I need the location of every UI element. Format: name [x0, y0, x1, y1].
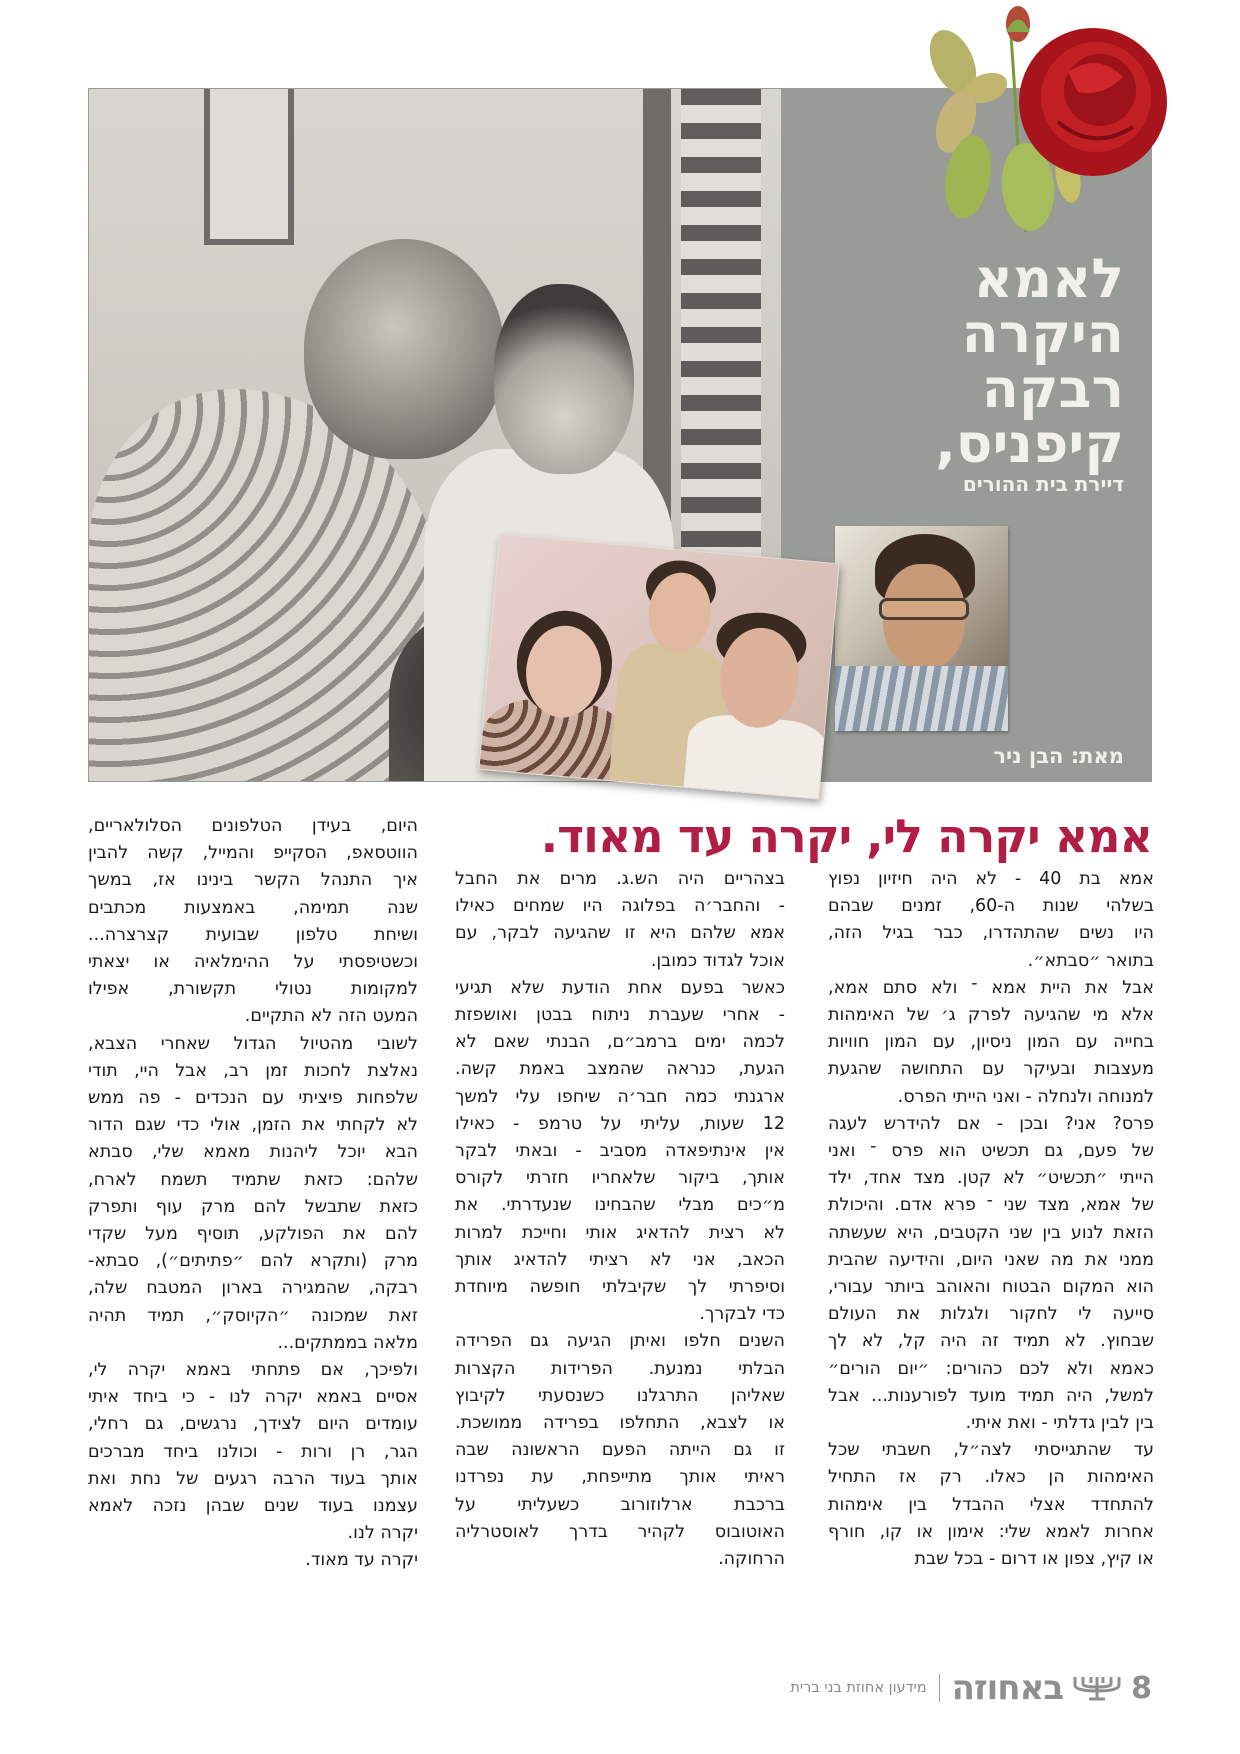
article-line: בחייה עם המון ניסיון, עם המון חוויות: [828, 1032, 1154, 1053]
article-line: היום, בעידן הטלפונים הסלולאריים,: [88, 816, 418, 836]
portrait-shirt: [835, 666, 1008, 731]
article-line: לכמה ימים ברמב״ם, הבנתי שאם לא: [455, 1032, 785, 1053]
panel-title: [784, 247, 1124, 475]
panel-title-line: היקרה: [961, 302, 1124, 365]
article-line: האוטובוס לקהיר בדרך לאוסטרליה: [455, 1521, 785, 1542]
article-line: למשל, היה תמיד מועד לפורענות... אבל: [828, 1385, 1154, 1406]
article-line: ארגנתי כמה חבר׳ה שיחפו עלי למשך: [455, 1086, 785, 1107]
article-line: שבחוץ. לא תמיד זה היה קל, לא לך: [828, 1331, 1154, 1352]
article-line: שאליהן התרגלנו כשנסעתי לקיבוץ: [455, 1385, 785, 1406]
article-line: למנוחה ולנחלה - ואני הייתי הפרס.: [897, 1086, 1154, 1107]
article-line: לשובי מהטיול הגדול שאחרי הצבא,: [88, 1033, 418, 1054]
article-line: - והחבר׳ה בפלוגה היו שמחים כאילו: [455, 896, 785, 917]
article-line: זו גם הייתה הפעם הראשונה שבה: [455, 1440, 785, 1461]
menorah-icon: [1071, 1675, 1123, 1701]
panel-subtitle: דיירת בית ההורים: [962, 472, 1124, 496]
article-line: או קיץ, צפון או דרום - בכל שבת: [914, 1549, 1154, 1570]
article-line: או לצבא, התחלפו בפרידה ממושכת.: [455, 1413, 785, 1434]
panel-title-line: קיפניס,: [935, 412, 1124, 475]
article-line: כאשר בפעם אחת הודעת שלא תגיעי: [455, 977, 785, 998]
article-line: בצהריים היה הש.ג. מרים את החבל: [455, 869, 785, 889]
article-line: אוכל לגדוד כמובן.: [650, 950, 785, 971]
article-line: מ״כים מבלי שהבחינו שנעדרתי. את: [455, 1195, 785, 1216]
article-line: בין לבין גדלתי - ואת איתי.: [965, 1413, 1154, 1434]
photo-window: [204, 89, 294, 245]
article-line: של פעם, גם תכשיט הוא פרס ־ ואני: [828, 1141, 1154, 1162]
article-line: שלהם: כזאת שתמיד תשמח לארח,: [88, 1169, 418, 1190]
panel-title-line: לאמא: [973, 247, 1124, 310]
article-headline: אמא יקרה לי, יקרה עד מאוד.: [540, 809, 1152, 863]
article-line: הווטסאפ, הסקייפ והמייל, קשה להבין: [88, 843, 418, 864]
article-line: שנה תמימה, באמצעות מכתבים: [88, 897, 418, 918]
article-line: ברכבת ארלוזורוב כשעליתי על: [455, 1494, 785, 1515]
article-line: כאמא ולא לכם כהורים: ״יום הורים״: [828, 1358, 1154, 1379]
article-line: לא לקחתי את הזמן, אולי כדי שגם הדור: [88, 1115, 418, 1136]
article-line: 12 שעות, עליתי על טרמפ - כאילו: [455, 1113, 785, 1134]
photo-mother-head: [304, 239, 504, 459]
article-line: למקומות נטולי תקשורת, אפילו: [88, 979, 418, 1000]
portrait-glasses: [879, 598, 969, 620]
article-line: הכאב, אני לא רציתי להדאיג אותך: [455, 1249, 785, 1270]
article-line: המעט הזה לא התקיים.: [244, 1006, 418, 1027]
article-line: בתואר ״סבתא״.: [1027, 950, 1154, 971]
article-line: כדי לבקרך.: [699, 1304, 785, 1325]
article-line: היו נשים שהתהדרו, כבר בגיל הזה,: [828, 923, 1154, 944]
article-line: ולפיכך, אם פתחתי באמא יקרה לי,: [88, 1360, 418, 1381]
article-line: השנים חלפו ואיתן הגיעה גם הפרידה: [455, 1331, 785, 1352]
family-color-photo: [478, 534, 839, 800]
article-line: ושיחת טלפון שבועית קצרצרה...: [88, 924, 418, 945]
article-line: להתחדד אצלי ההבדל בין אימהות: [828, 1494, 1154, 1515]
article-line: וסיפרתי לך שקיבלתי חופשה מיוחדת: [455, 1277, 785, 1298]
article-column-2: [455, 866, 785, 1573]
article-line: אבל את היית אמא ־ ולא סתם אמא,: [828, 977, 1154, 998]
article-line: מעצבות ובעיקר עם התחושה שהגעת: [828, 1059, 1154, 1080]
article-line: זאת שמכונה ״הקיוסק״, תמיד תהיה: [88, 1305, 418, 1326]
article-line: הוא המקום הבטוח והאוהב ביותר עבורי,: [828, 1277, 1154, 1298]
article-line: אלא מי שהגיעה לפרק ג׳ של האימהות: [828, 1005, 1154, 1026]
article-line: מרק (ותקרא להם ״פתיתים״), סבתא-: [88, 1251, 418, 1272]
footer-divider: [939, 1674, 940, 1702]
article-line: אין אינתיפאדה מסביב - ובאתי לבקר: [455, 1141, 785, 1162]
author-portrait: [835, 526, 1008, 731]
article-column-3: [88, 813, 418, 1575]
page-footer: [790, 1668, 1152, 1708]
newsletter-logo: באחוזה: [951, 1668, 1064, 1708]
article-line: אחרות לאמא שלי: אימון או קו, חורף: [828, 1521, 1154, 1542]
article-line: בשלהי שנות ה-60, זמנים שבהם: [828, 896, 1154, 917]
article-line: וכשטיפסתי על ההימלאיה או יצאתי: [88, 952, 418, 973]
article-line: איך התנהל הקשר בינינו אז, במשך: [88, 870, 418, 891]
photo-boy-head: [494, 284, 634, 474]
article-line: יקרה לנו.: [347, 1523, 418, 1544]
article-line: הבלתי נמנעת. הפרידות הקצרות: [455, 1358, 785, 1379]
article-line: הגעת, כנראה שהמצב באמת קשה.: [455, 1059, 785, 1080]
article-line: הגר, רן ורות - וכולנו ביחד מברכים: [88, 1441, 418, 1462]
article-line: של אמא, מצד שני ־ פרא אדם. והיכולת: [828, 1195, 1154, 1216]
author-credit: מאת: הבן ניר: [993, 744, 1124, 768]
page-number: 8: [1131, 1670, 1152, 1706]
article-line: אסיים באמא יקרה לנו - כי ביחד איתי: [88, 1387, 418, 1408]
article-line: יקרה עד מאוד.: [305, 1550, 418, 1571]
article-line: הבא יוכל ליהנות מאמא שלי, סבתא: [88, 1142, 418, 1163]
article-line: עצמנו בעוד שנים שבהן נזכה לאמא: [88, 1496, 418, 1517]
article-line: הייתי ״תכשיט״ לא קטן. מצד אחד, ילד: [828, 1168, 1154, 1189]
article-line: - אחרי שעברת ניתוח בבטן ואושפזת: [455, 1005, 785, 1026]
article-line: לא רצית להדאיג אותי וחייכת למרות: [455, 1222, 785, 1243]
article-line: ממני את מה שאני היום, והידיעה שהבית: [828, 1249, 1154, 1270]
article-line: סייעה לי לחקור ולגלות את העולם: [828, 1304, 1154, 1325]
article-line: אמא בת 40 - לא היה חיזיון נפוץ: [828, 869, 1154, 889]
article-line: פרס? אני? ובכן - אם להידרש לעגה: [828, 1113, 1154, 1134]
article-line: עומדים היום לצידך, נרגשים, גם רחלי,: [88, 1414, 418, 1435]
article-line: מלאה בממתקים...: [277, 1332, 418, 1353]
article-line: הרחוקה.: [718, 1549, 785, 1570]
article-line: אמא שלהם היא זו שהגיעה לבקר, עם: [455, 923, 785, 944]
article-line: נאלצת לחכות זמן רב, אבל היי, תודי: [88, 1060, 418, 1081]
article-line: עד שהתגייסתי לצה״ל, חשבתי שכל: [828, 1440, 1154, 1461]
article-line: הזאת לנוע בין שני הקטבים, היא שעשתה: [828, 1222, 1154, 1243]
panel-title-line: רבקה: [981, 357, 1124, 420]
article-line: רבקה, שהמגירה בארון המטבח שלה,: [88, 1278, 418, 1299]
article-line: אותך, ביקור שלאחריו חזרתי לקורס: [455, 1168, 785, 1189]
newsletter-tagline: מידעון אחוזת בני ברית: [790, 1680, 927, 1696]
article-column-1: [828, 866, 1154, 1573]
rose-illustration-icon: [918, 2, 1168, 232]
article-line: כזאת שתבשל להם מרק עוף ותפרק: [88, 1196, 418, 1217]
article-line: אותך בעוד הרבה רגעים של נחת ואת: [88, 1468, 418, 1489]
article-line: ראיתי אותך מתייפחת, עת נפרדנו: [455, 1467, 785, 1488]
article-line: האימהות הן כאלו. רק אז התחיל: [828, 1467, 1154, 1488]
article-line: להם את הפולקע, תוסיף מעל שקדי: [88, 1224, 418, 1245]
article-line: שלפחות פיציתי עם הנכדים - פה ממש: [88, 1088, 418, 1109]
